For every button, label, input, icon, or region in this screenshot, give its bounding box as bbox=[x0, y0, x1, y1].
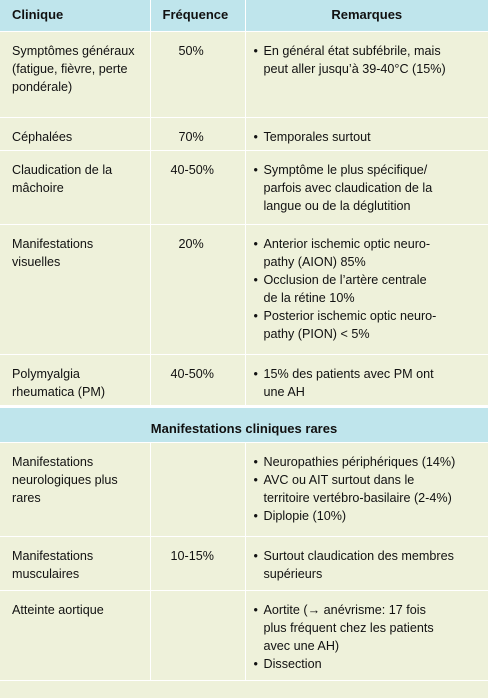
remark-line: Neuropathies périphériques (14%) bbox=[263, 454, 456, 469]
remark-line: plus fréquent chez les patients bbox=[263, 620, 434, 635]
remark-line: 15% des patients avec PM ont bbox=[263, 366, 434, 381]
clinique-line: Symptômes généraux bbox=[12, 43, 135, 58]
remark-item bbox=[254, 128, 481, 146]
clinique-cell bbox=[0, 150, 150, 224]
clinique-line: rares bbox=[12, 490, 41, 505]
frequence-cell bbox=[150, 590, 245, 680]
section-header-row bbox=[0, 406, 488, 442]
table-row bbox=[0, 150, 488, 224]
section-title: Manifestations cliniques rares bbox=[0, 406, 488, 442]
remark-line: pathy (AION) 85% bbox=[263, 254, 366, 269]
clinique-line: Claudication de la bbox=[12, 162, 113, 177]
clinique-cell bbox=[0, 354, 150, 406]
clinique-line: Manifestations bbox=[12, 548, 94, 563]
remark-item bbox=[254, 601, 481, 655]
remark-line: supérieurs bbox=[263, 566, 323, 581]
frequence-cell: 70% bbox=[150, 117, 245, 150]
clinique-line: Manifestations bbox=[12, 236, 94, 251]
table-row bbox=[0, 117, 488, 150]
clinique-line: Céphalées bbox=[12, 129, 73, 144]
clinique-cell bbox=[0, 31, 150, 117]
frequence-cell: 40-50% bbox=[150, 150, 245, 224]
remark-item bbox=[254, 235, 481, 271]
clinique-line: musculaires bbox=[12, 566, 80, 581]
remark-item bbox=[254, 655, 481, 673]
table-row bbox=[0, 442, 488, 536]
remark-line: langue ou de la déglutition bbox=[263, 198, 411, 213]
clinique-cell bbox=[0, 442, 150, 536]
remark-line: pathy (PION) < 5% bbox=[263, 326, 370, 341]
remarques-cell bbox=[245, 117, 488, 150]
remark-line: Anterior ischemic optic neuro- bbox=[263, 236, 431, 251]
clinique-cell bbox=[0, 117, 150, 150]
clinique-cell bbox=[0, 536, 150, 590]
frequence-cell: 10-15% bbox=[150, 536, 245, 590]
table-row bbox=[0, 354, 488, 406]
clinique-line: mâchoire bbox=[12, 180, 64, 195]
remark-line: Symptôme le plus spécifique/ bbox=[263, 162, 428, 177]
remark-item bbox=[254, 453, 481, 471]
remark-line: Diplopie (10%) bbox=[263, 508, 347, 523]
remarques-cell bbox=[245, 536, 488, 590]
remark-item bbox=[254, 42, 481, 78]
remarques-cell bbox=[245, 150, 488, 224]
table-row bbox=[0, 536, 488, 590]
frequence-cell: 40-50% bbox=[150, 354, 245, 406]
remark-item bbox=[254, 507, 481, 525]
frequence-cell: 50% bbox=[150, 31, 245, 117]
remark-line: de la rétine 10% bbox=[263, 290, 355, 305]
remarques-cell bbox=[245, 224, 488, 354]
remark-line: AVC ou AIT surtout dans le bbox=[263, 472, 415, 487]
remark-line: Occlusion de l’artère centrale bbox=[263, 272, 427, 287]
clinique-line: visuelles bbox=[12, 254, 61, 269]
table-row bbox=[0, 31, 488, 117]
remark-line: Temporales surtout bbox=[263, 129, 371, 144]
clinique-line: rheumatica (PM) bbox=[12, 384, 106, 399]
clinique-line: neurologiques plus bbox=[12, 472, 118, 487]
clinique-cell bbox=[0, 590, 150, 680]
remark-item bbox=[254, 271, 481, 307]
header-remarques: Remarques bbox=[245, 0, 488, 31]
remarques-cell bbox=[245, 590, 488, 680]
remark-item bbox=[254, 547, 481, 583]
remark-line: Surtout claudication des membres bbox=[263, 548, 454, 563]
clinique-line: Atteinte aortique bbox=[12, 602, 104, 617]
remark-item bbox=[254, 307, 481, 343]
remark-item bbox=[254, 471, 481, 507]
remark-line: une AH bbox=[263, 384, 305, 399]
frequence-cell bbox=[150, 442, 245, 536]
table-header-row bbox=[0, 0, 488, 31]
clinique-line: Polymyalgia bbox=[12, 366, 80, 381]
remarques-cell bbox=[245, 354, 488, 406]
header-clinique: Clinique bbox=[0, 0, 150, 31]
clinique-line: pondérale) bbox=[12, 79, 73, 94]
table-row bbox=[0, 224, 488, 354]
remarques-cell bbox=[245, 442, 488, 536]
table-row bbox=[0, 590, 488, 680]
remark-line: Posterior ischemic optic neuro- bbox=[263, 308, 437, 323]
remark-line: avec une AH) bbox=[263, 638, 340, 653]
header-frequence: Fréquence bbox=[150, 0, 245, 31]
clinique-line: Manifestations bbox=[12, 454, 94, 469]
remark-line: parfois avec claudication de la bbox=[263, 180, 433, 195]
remark-line: En général état subfébrile, mais bbox=[263, 43, 441, 58]
remark-line: Aortite (→ anévrisme: 17 fois bbox=[263, 602, 426, 617]
remark-line: peut aller jusqu’à 39-40°C (15%) bbox=[263, 61, 446, 76]
remark-item bbox=[254, 365, 481, 401]
clinique-cell bbox=[0, 224, 150, 354]
frequence-cell: 20% bbox=[150, 224, 245, 354]
remark-line: Dissection bbox=[263, 656, 322, 671]
clinique-line: (fatigue, fièvre, perte bbox=[12, 61, 128, 76]
remark-item bbox=[254, 161, 481, 215]
remarques-cell bbox=[245, 31, 488, 117]
remark-line: territoire vertébro-basilaire (2-4%) bbox=[263, 490, 452, 505]
